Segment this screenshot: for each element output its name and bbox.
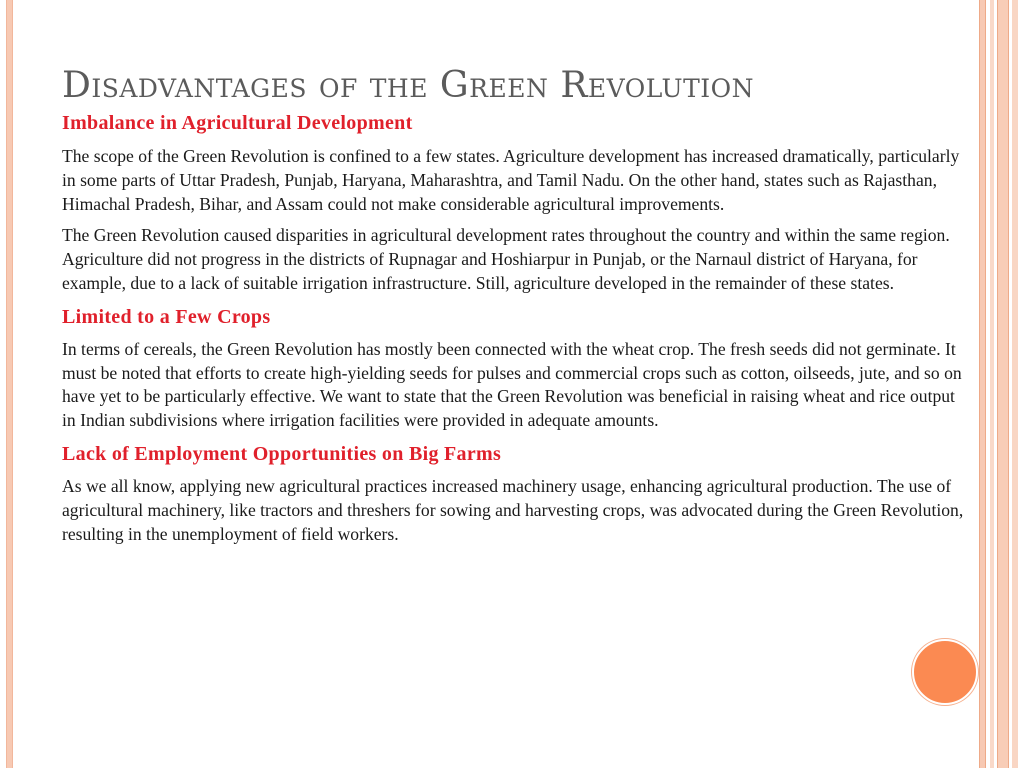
paragraph-imbalance-scope: The scope of the Green Revolution is confined to a few states. Agriculture development has increased dramatically, particularly in some parts of Uttar Pradesh, Punjab, Haryana, Maharashtra, and Tamil Nadu. On the other hand, states such as Rajasthan, Himachal Pradesh, Bihar, and Assam could not make considerable agricultural improvements.: [62, 146, 960, 214]
paragraph-imbalance-disparities: The Green Revolution caused disparities in agricultural development rates throughout the country and within the same region. Agriculture did not progress in the districts of Rupnagar and Hoshiarpur in Punjab, or the Narnaul district of Haryana, for example, due to a lack of suitable irrigation infrastructure. Still, agriculture developed in the remainder of these states.: [62, 225, 950, 293]
paragraph-limited-crops: In terms of cereals, the Green Revolution has mostly been connected with the wheat crop. The fresh seeds did not germinate. It must be noted that efforts to create high-yielding seeds for pulses and commercial crops such as cotton, oilseeds, jute, and so on have yet to be particularly effective. We want to state that the Green Revolution was beneficial in raising wheat and rice output in Indian subdivisions where irrigation facilities were provided in adequate amounts.: [62, 338, 962, 431]
right-stripe: [998, 0, 1008, 768]
left-decorative-stripe: [6, 0, 13, 768]
stripe-line: [997, 0, 998, 768]
slide-body: [62, 110, 967, 546]
stripe-line: [985, 0, 986, 768]
stripe-line: [979, 0, 980, 768]
paragraph-employment: As we all know, applying new agricultural practices increased machinery usage, enhancing agricultural production. The use of agricultural machinery, like tractors and threshers for sowing and harvesting crops, was advocated during the Green Revolution, resulting in the unemployment of field workers.: [62, 475, 964, 544]
orange-circle-ornament: [912, 639, 978, 705]
right-decorative-stripes: [976, 0, 1024, 768]
right-stripe: [990, 0, 994, 768]
section-heading-employment: Lack of Employment Opportunities on Big Farms: [62, 442, 502, 465]
right-stripe: [1012, 0, 1018, 768]
section-heading-imbalance: Imbalance in Agricultural Development: [62, 112, 413, 134]
section-heading-limited-crops: Limited to a Few Crops: [62, 305, 271, 328]
stripe-line: [1008, 0, 1009, 768]
slide-title: Disadvantages of the Green Revolution: [62, 65, 755, 106]
